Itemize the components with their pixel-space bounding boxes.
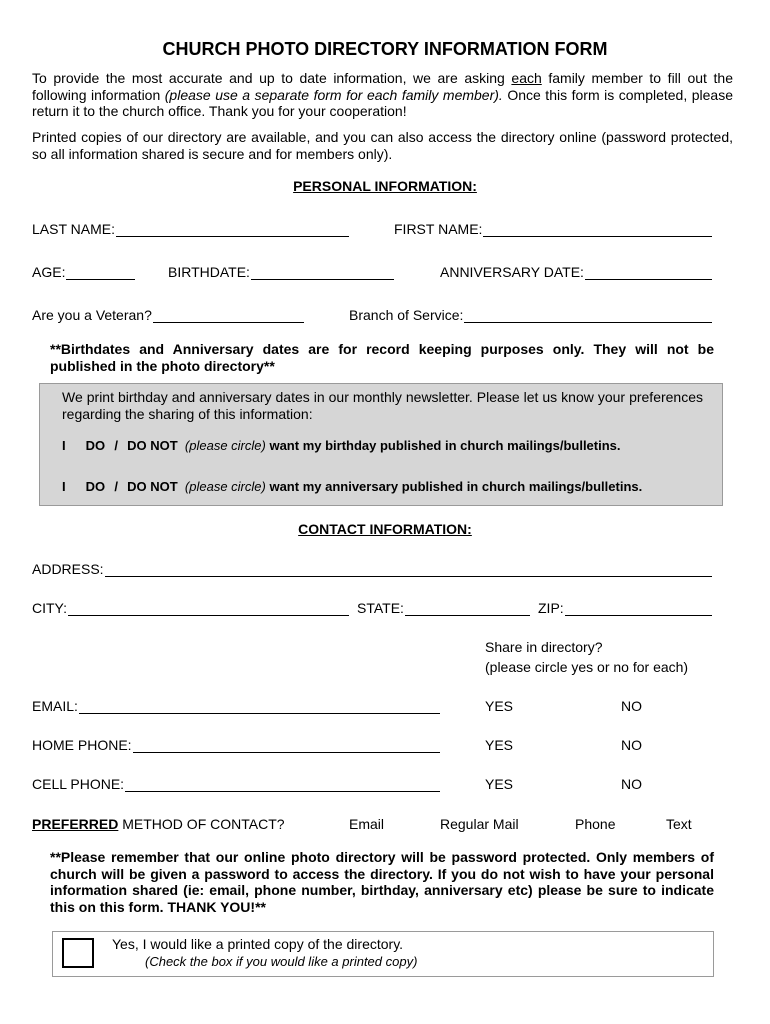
cell-phone-label: CELL PHONE: — [32, 776, 125, 792]
cell-phone-yes-option[interactable]: YES — [485, 776, 514, 792]
address-field[interactable] — [32, 561, 712, 577]
veteran-label: Are you a Veteran? — [32, 307, 152, 323]
share-question: Share in directory? — [485, 639, 603, 655]
intro-text-2: family member to fill out the following information — [32, 70, 733, 103]
cell-phone-no-option[interactable]: NO — [621, 776, 642, 792]
preferred-method-label — [32, 816, 285, 832]
password-note: **Please remember that our online photo directory will be password protected. Only members of church will be given a password to access the directory. If you do not wish to have your personal information shared (ie: email, phone number, birthday, anniversary etc) please be sure to indicate this on this form. THANK YOU!** — [50, 849, 714, 915]
birthday-preference — [62, 438, 621, 453]
birthday-text: want my birthday published in church mailings/bulletins. — [269, 438, 621, 453]
home-phone-yes-option[interactable]: YES — [485, 737, 514, 753]
intro-paragraph — [32, 70, 733, 120]
zip-line[interactable] — [565, 601, 712, 616]
zip-field[interactable] — [538, 600, 712, 616]
state-line[interactable] — [405, 601, 530, 616]
cell-phone-field[interactable] — [32, 776, 440, 792]
anniversary-preference — [62, 479, 642, 494]
form-title: CHURCH PHOTO DIRECTORY INFORMATION FORM — [162, 39, 608, 59]
first-name-label: FIRST NAME: — [394, 221, 483, 237]
directory-paragraph: Printed copies of our directory are available, and you can also access the directory online (password protected, so all information shared is secure and for members only). — [32, 129, 733, 162]
printed-copy-hint: (Check the box if you would like a printed copy) — [145, 954, 418, 969]
anniversary-label: ANNIVERSARY DATE: — [440, 264, 584, 280]
email-line[interactable] — [79, 699, 440, 714]
birthdate-field[interactable] — [168, 264, 394, 280]
anniversary-do-not-option[interactable]: DO NOT — [127, 479, 178, 494]
anniversary-i: I — [62, 479, 66, 494]
preferred-word: PREFERRED — [32, 816, 119, 832]
preferences-intro: We print birthday and anniversary dates in our monthly newsletter. Please let us know your preferences regarding the sharing of this information: — [62, 389, 703, 422]
city-field[interactable] — [32, 600, 349, 616]
intro-text-1: To provide the most accurate and up to date information, we are asking — [32, 70, 512, 86]
state-label: STATE: — [357, 600, 404, 616]
anniversary-text: want my anniversary published in church mailings/bulletins. — [269, 479, 643, 494]
birthdate-label: BIRTHDATE: — [168, 264, 250, 280]
birthday-i: I — [62, 438, 66, 453]
anniversary-do-option[interactable]: DO — [85, 479, 106, 494]
anniversary-slash: / — [114, 479, 118, 494]
first-name-field[interactable] — [394, 221, 712, 237]
share-hint: (please circle yes or no for each) — [485, 659, 689, 675]
home-phone-line[interactable] — [133, 738, 440, 753]
veteran-line[interactable] — [153, 308, 304, 323]
method-text-option[interactable]: Text — [666, 816, 692, 832]
method-phone-option[interactable]: Phone — [575, 816, 616, 832]
first-name-line[interactable] — [483, 222, 712, 237]
birthday-please-circle: (please circle) — [184, 438, 266, 453]
email-label: EMAIL: — [32, 698, 78, 714]
birthday-do-option[interactable]: DO — [85, 438, 106, 453]
email-yes-option[interactable]: YES — [485, 698, 514, 714]
method-regular-mail-option[interactable]: Regular Mail — [440, 816, 519, 832]
birthday-do-not-option[interactable]: DO NOT — [127, 438, 178, 453]
anniversary-please-circle: (please circle) — [184, 479, 266, 494]
age-line[interactable] — [66, 265, 135, 280]
contact-heading: CONTACT INFORMATION: — [298, 521, 472, 537]
age-label: AGE: — [32, 264, 66, 280]
branch-field[interactable] — [349, 307, 712, 323]
veteran-field[interactable] — [32, 307, 304, 323]
birthday-slash: / — [114, 438, 118, 453]
city-label: CITY: — [32, 600, 68, 616]
record-keeping-note: **Birthdates and Anniversary dates are for record keeping purposes only. They will not be published in the photo directory** — [50, 341, 714, 374]
printed-copy-checkbox[interactable] — [62, 938, 94, 968]
zip-label: ZIP: — [538, 600, 564, 616]
anniversary-field[interactable] — [440, 264, 712, 280]
intro-text-3: Once this form is completed, please return it to the church office. Thank you for your cooperation! — [32, 86, 734, 119]
home-phone-field[interactable] — [32, 737, 440, 753]
state-field[interactable] — [357, 600, 530, 616]
printed-copy-label: Yes, I would like a printed copy of the directory. — [112, 936, 404, 952]
email-field[interactable] — [32, 698, 440, 714]
branch-label: Branch of Service: — [349, 307, 464, 323]
home-phone-label: HOME PHONE: — [32, 737, 132, 753]
age-field[interactable] — [32, 264, 135, 280]
branch-line[interactable] — [464, 308, 712, 323]
anniversary-line[interactable] — [585, 265, 712, 280]
last-name-label: LAST NAME: — [32, 221, 115, 237]
city-line[interactable] — [68, 601, 349, 616]
address-label: ADDRESS: — [32, 561, 104, 577]
intro-each: each — [511, 70, 542, 86]
last-name-field[interactable] — [32, 221, 349, 237]
birthdate-line[interactable] — [251, 265, 394, 280]
intro-italic: (please use a separate form for each family member). — [164, 86, 503, 103]
method-of-contact: METHOD OF CONTACT? — [118, 816, 285, 832]
personal-heading: PERSONAL INFORMATION: — [293, 178, 477, 194]
email-no-option[interactable]: NO — [621, 698, 642, 714]
home-phone-no-option[interactable]: NO — [621, 737, 642, 753]
address-line[interactable] — [105, 562, 712, 577]
last-name-line[interactable] — [116, 222, 349, 237]
method-email-option[interactable]: Email — [349, 816, 385, 832]
cell-phone-line[interactable] — [125, 777, 440, 792]
